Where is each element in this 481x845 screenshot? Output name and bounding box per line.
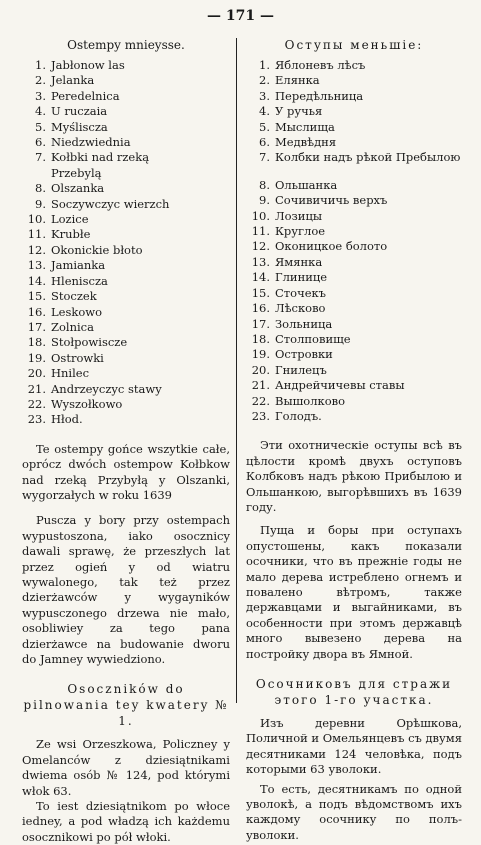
list-item [22,243,230,258]
item-name: Soczywczyc wierzch [51,196,170,211]
list-item [246,394,462,409]
list-item [246,255,462,270]
russian-list-title: Оступы меньшiе: [284,38,424,52]
list-gap [246,166,462,178]
item-name: Ostrowki [51,350,104,365]
item-number: 19. [27,350,46,365]
item-number: 6. [259,135,270,150]
polish-list-title: Ostempy mnieysse. [67,38,185,52]
item-number: 1. [35,58,46,72]
list-item [22,305,230,320]
item-name: Столповище [275,331,351,346]
item-name: Wyszołkowo [51,396,123,411]
item-name: Peredelnica [51,88,120,103]
item-name: Andrzeyczyc stawy [51,381,162,396]
list-item [22,197,230,212]
item-name: Оконицкое болото [275,239,388,254]
list-item [246,409,462,424]
item-name: Niedzwiednia [51,135,131,150]
list-item [246,317,462,332]
item-name: Hłod. [51,412,83,427]
item-number: 16. [27,304,46,319]
list-item [246,104,462,119]
item-number: 9. [35,196,46,211]
russian-column [246,38,462,843]
item-number: 15. [251,285,270,300]
item-name: Голодъ. [275,408,322,423]
russian-paragraph-4: То есть, десятникамъ по одной уволокѣ, а подъ вѣдомствомъ ихъ каждому осочнику по полъ-уволоки. [246,781,462,842]
item-number: 23. [251,408,270,423]
list-item [22,382,230,397]
item-name-continuation: Przebylą [51,165,102,180]
list-item [246,270,462,285]
list-item [246,209,462,224]
list-item [246,363,462,378]
list-item [22,335,230,350]
item-name: Jelanka [51,73,95,88]
item-number: 22. [27,396,46,411]
list-item [246,347,462,362]
list-item [22,120,230,135]
list-item [22,397,230,412]
item-number: 20. [27,366,46,381]
item-number: 18. [251,331,270,346]
item-number: 7. [35,150,46,165]
item-name: Jabłonow las [51,58,125,72]
item-name: Olszanka [51,181,105,196]
item-number: 12. [27,242,46,257]
list-item [246,58,462,73]
polish-section-title: Osoczników do pilnowania tey kwatery № 1. [23,682,229,729]
list-item [246,150,462,165]
item-number: 8. [35,181,46,196]
item-name: Stołpowiscze [51,335,128,350]
page-number: — 171 — [207,8,274,24]
list-item [246,135,462,150]
item-number: 4. [35,104,46,119]
item-name: Krubłe [51,227,91,242]
list-item [22,258,230,273]
item-name: Елянка [275,73,320,88]
item-number: 14. [27,273,46,288]
item-name: Okonickie błoto [51,242,143,257]
item-number: 3. [259,88,270,103]
polish-paragraph-4: To iest dziesiątnikom po włoce iedney, a pod władzą ich każdemu osocznikowi po pół włoki. [22,799,230,844]
list-item [22,104,230,119]
item-number: 5. [35,119,46,134]
item-name: Лѣсково [275,301,326,316]
polish-paragraph-1: Te ostempy gońce wszytkie całe, oprócz dwóch ostempow Kołbkow nad rzeką Przybyłą y Olszanki, wygorzałych w roku 1639 [22,441,230,502]
list-item [22,89,230,104]
item-name: Гнилецъ [275,362,327,377]
item-number: 20. [251,362,270,377]
item-name: Яблоневъ лѣсъ [275,58,366,72]
item-number: 3. [35,88,46,103]
item-name: Глиницe [275,270,328,285]
list-item [22,181,230,196]
polish-column [22,38,230,845]
item-name: Островки [275,347,333,362]
item-name: Передѣльница [275,88,364,103]
item-number: 17. [27,319,46,334]
item-name: Kołbki nad rzeką [51,150,150,165]
item-name: Leskowo [51,304,103,319]
item-number: 11. [251,224,270,239]
russian-paragraph-3: Изъ деревни Орѣшкова, Поличной и Омельянцевъ съ двумя десятниками 124 человѣка, подъ которыми 63 уволоки. [246,716,463,777]
list-item [246,332,462,347]
item-number: 14. [251,270,270,285]
item-number: 8. [259,177,270,192]
russian-section-title: Осочниковъ для стражи этого 1-го участка. [255,677,453,708]
item-name: Колбки надъ рѣкой Пребылою [275,150,461,165]
russian-paragraph-1: Эти охотническiе оступы всѣ въ цѣлости кромѣ двухъ оступовъ Колбковъ надъ рѣкою Прибылою и Ольшанкою, выгорѣвшихъ въ 1639 году. [246,438,462,514]
item-name: Zolnica [51,319,94,334]
list-item [22,150,230,165]
item-number: 19. [251,347,270,362]
list-item [22,73,230,88]
list-item [246,120,462,135]
item-name: U ruczaia [51,104,108,119]
item-name: Myśliscza [51,119,108,134]
list-item [22,320,230,335]
item-name: Мыслища [275,119,335,134]
list-item [246,178,462,193]
item-number: 13. [251,254,270,269]
list-item [246,239,462,254]
item-number: 21. [251,378,270,393]
item-number: 12. [251,239,270,254]
item-number: 18. [27,335,46,350]
item-number: 10. [27,212,46,227]
item-name: Андрейчичевы ставы [275,378,405,393]
item-name: Ямянка [275,254,323,269]
list-item [246,224,462,239]
column-divider [236,38,237,703]
polish-paragraph-2: Pusсza y bory przy ostempach wypustoszona, iako osocznicy dawali sprawę, że przeszłych lat przez ogień y od wiatru wywalonego, tak też przez dzierżawców y wygayników wypusczonego drzewa nie mało, osobliwiey za tego pana dzierżawce na budowanie dworu do Jamney wywiedziono. [22,513,230,667]
item-name: Ольшанка [275,177,338,192]
item-name: Jamianka [51,258,106,273]
item-name: Stoczek [51,289,97,304]
polish-paragraph-3: Ze wsi Orzeszkowa, Policzney y Omelancόw z dziesiątnikami dwiema osób № 124, pod którymi włok 63. [22,737,230,798]
item-number: 16. [251,301,270,316]
item-number: 21. [27,381,46,396]
list-item [246,193,462,208]
item-name: Hnilec [51,366,90,381]
list-item [22,366,230,381]
item-number: 1. [259,58,270,72]
list-item [246,301,462,316]
item-number: 5. [259,119,270,134]
item-number: 6. [35,135,46,150]
item-number: 2. [35,73,46,88]
item-number: 17. [251,316,270,331]
list-item [246,286,462,301]
list-item [22,412,230,427]
item-number: 23. [27,412,46,427]
item-name: Круглое [275,224,326,239]
list-item [22,227,230,242]
item-name: Медвѣдня [275,135,337,150]
item-name: Сочивичичь верхъ [275,193,388,208]
item-name: Лозицы [275,208,323,223]
item-name: Lozice [51,212,89,227]
item-number: 10. [251,208,270,223]
list-item [246,73,462,88]
item-number: 22. [251,393,270,408]
item-number: 4. [259,104,270,119]
item-number: 15. [27,289,46,304]
list-item [22,58,230,73]
russian-place-list [246,58,462,424]
polish-place-list [22,58,230,428]
list-item [246,89,462,104]
item-name: Вышолково [275,393,346,408]
item-number: 11. [27,227,46,242]
item-number: 9. [259,193,270,208]
item-name: У ручья [275,104,323,119]
list-item [22,289,230,304]
item-name: Hlenisсza [51,273,108,288]
list-item [22,212,230,227]
item-name: Сточекъ [275,285,326,300]
list-item [22,274,230,289]
item-number: 13. [27,258,46,273]
item-number: 7. [259,150,270,165]
item-number: 2. [259,73,270,88]
list-item [22,351,230,366]
item-name: Зольница [275,316,333,331]
list-item [246,378,462,393]
russian-paragraph-2: Пуща и боры при оступахъ опустошены, какъ показали осочники, что въ прежнiе годы не мало дерева истреблено огнемъ и повалено вѣтромъ, также державцами и выгайниками, въ особенности при этомъ державцѣ много вывезено дерева на постройку двора въ Ямной. [246,523,462,661]
list-item [22,135,230,150]
